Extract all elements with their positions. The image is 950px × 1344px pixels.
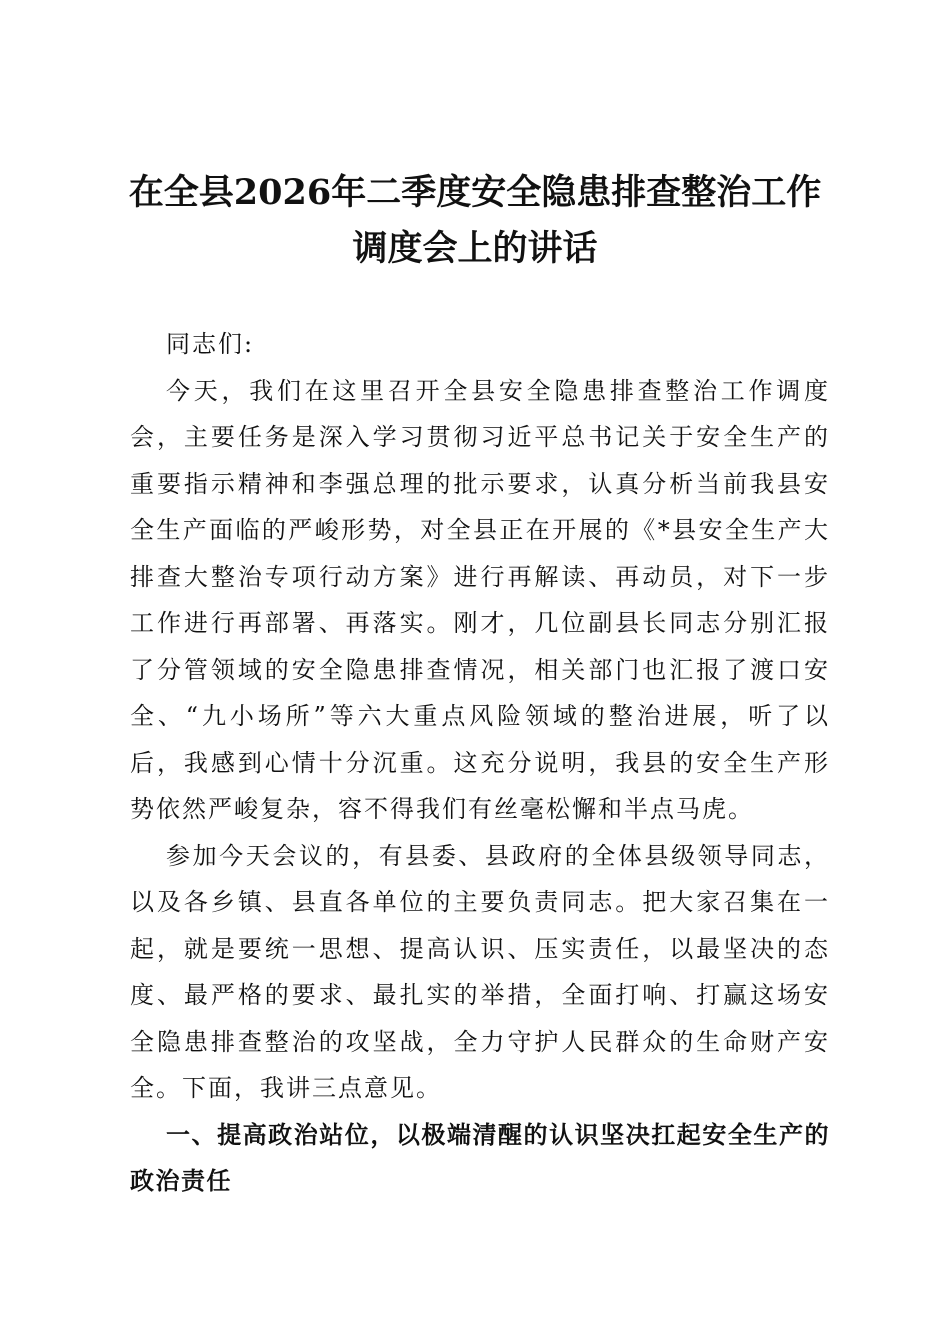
section-heading-1: 一、提高政治站位，以极端清醒的认识坚决扛起安全生产的政治责任 (130, 1120, 830, 1195)
salutation: 同志们: (166, 330, 255, 358)
title-line-1: 在全县2026年二季度安全隐患排查整治工作 (128, 172, 822, 213)
document-title (120, 165, 830, 277)
paragraph-intro: 今天，我们在这里召开全县安全隐患排查整治工作调度会，主要任务是深入学习贯彻习近平总书记关于安全生产的重要指示精神和李强总理的批示要求，认真分析当前我县安全生产面临的严峻形势，对全县正在开展的《*县安全生产大排查大整治专项行动方案》进行再解读、再动员，对下一步工作进行再部署、再落实。刚才，几位副县长同志分别汇报了分管领域的安全隐患排查情况，相关部门也汇报了渡口安全、“九小场所”等六大重点风险领域的整治进展，听了以后，我感到心情十分沉重。这充分说明，我县的安全生产形势依然严峻复杂，容不得我们有丝毫松懈和半点马虎。 (130, 376, 830, 823)
document-body (130, 321, 830, 1205)
paragraph-attendees: 参加今天会议的，有县委、县政府的全体县级领导同志，以及各乡镇、县直各单位的主要负责同志。把大家召集在一起，就是要统一思想、提高认识、压实责任，以最坚决的态度、最严格的要求、最扎实的举措，全面打响、打赢这场安全隐患排查整治的攻坚战，全力守护人民群众的生命财产安全。下面，我讲三点意见。 (130, 841, 830, 1102)
title-line-2: 调度会上的讲话 (352, 228, 598, 269)
